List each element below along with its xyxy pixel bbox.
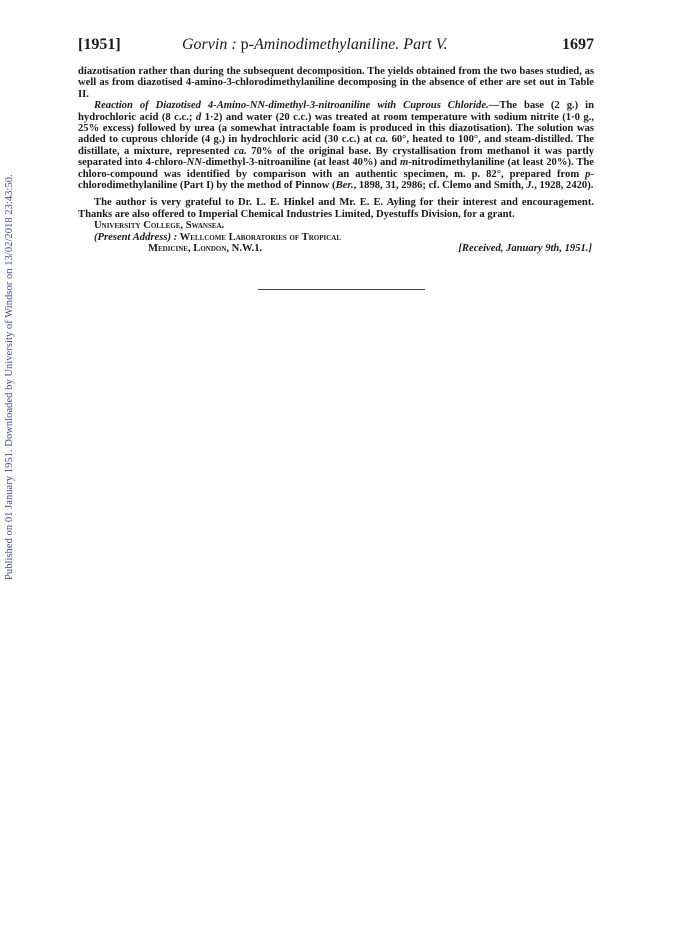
article-body <box>78 66 594 255</box>
paragraph-table-ii: diazotisation rather than during the subsequent decomposition. The yields obtained from the two bases studied, as well as from diazotised 4-amino-3-chlorodimethylaniline decomposing in the absence of ether are set out in Table II. <box>78 66 594 100</box>
download-watermark-text: Published on 01 January 1951. Downloaded by University of Windsor on 13/02/2018 23:43:50. <box>4 174 15 580</box>
running-header <box>78 36 594 56</box>
header-title-main: Aminodimethylaniline. Part V. <box>253 36 448 53</box>
reaction-heading: Reaction of Diazotised 4-Amino-NN-dimethyl-3-nitroaniline with Cuprous Chloride. <box>94 100 489 112</box>
paragraph-acknowledgements: The author is very grateful to Dr. L. E. Hinkel and Mr. E. E. Ayling for their interest and encouragement. Thanks are also offered to Imperial Chemical Industries Limited, Dyestuffs Division, for a grant. <box>78 197 594 220</box>
download-watermark <box>4 150 18 580</box>
received-date: [Received, January 9th, 1951.] <box>458 243 592 255</box>
paragraph-reaction: Reaction of Diazotised 4-Amino-NN-dimethyl-3-nitroaniline with Cuprous Chloride.—The base (2 g.) in hydrochloric acid (8 c.c.; d 1·2) and water (20 c.c.) was treated at room temperature with sodium nitrite (1·0 g., 25% excess) followed by urea (a somewhat intractable foam is produced in this diazotisation). The solution was added to cuprous chloride (4 g.) in hydrochloric acid (30 c.c.) at ca. 60°, heated to 100°, and steam-distilled. The distillate, a mixture, represented ca. 70% of the original base. By crystallisation from methanol it was partly separated into 4-chloro-NN-dimethyl-3-nitroaniline (at least 40%) and m-nitrodimethylaniline (at least 20%). The chloro-compound was identified by comparison with an authentic specimen, m. p. 82°, prepared from p-chlorodimethylaniline (Part I) by the method of Pinnow (Ber., 1898, 31, 2986; cf. Clemo and Smith, J., 1928, 2420). <box>78 100 595 192</box>
header-year: [1951] <box>78 36 121 53</box>
present-address-line-1: (Present Address) : Wellcome Laboratories of Tropical <box>94 231 341 243</box>
present-address-line-2: Medicine, London, N.W.1. [Received, January 9th, 1951.] <box>148 243 592 255</box>
header-title-prefix: p- <box>240 36 254 53</box>
present-address-label: (Present Address) : <box>94 231 178 243</box>
header-page-number: 1697 <box>562 36 594 53</box>
end-rule <box>258 289 425 290</box>
header-title <box>182 36 447 54</box>
affiliation: University College, Swansea. <box>94 220 225 232</box>
header-author: Gorvin : <box>182 36 237 53</box>
